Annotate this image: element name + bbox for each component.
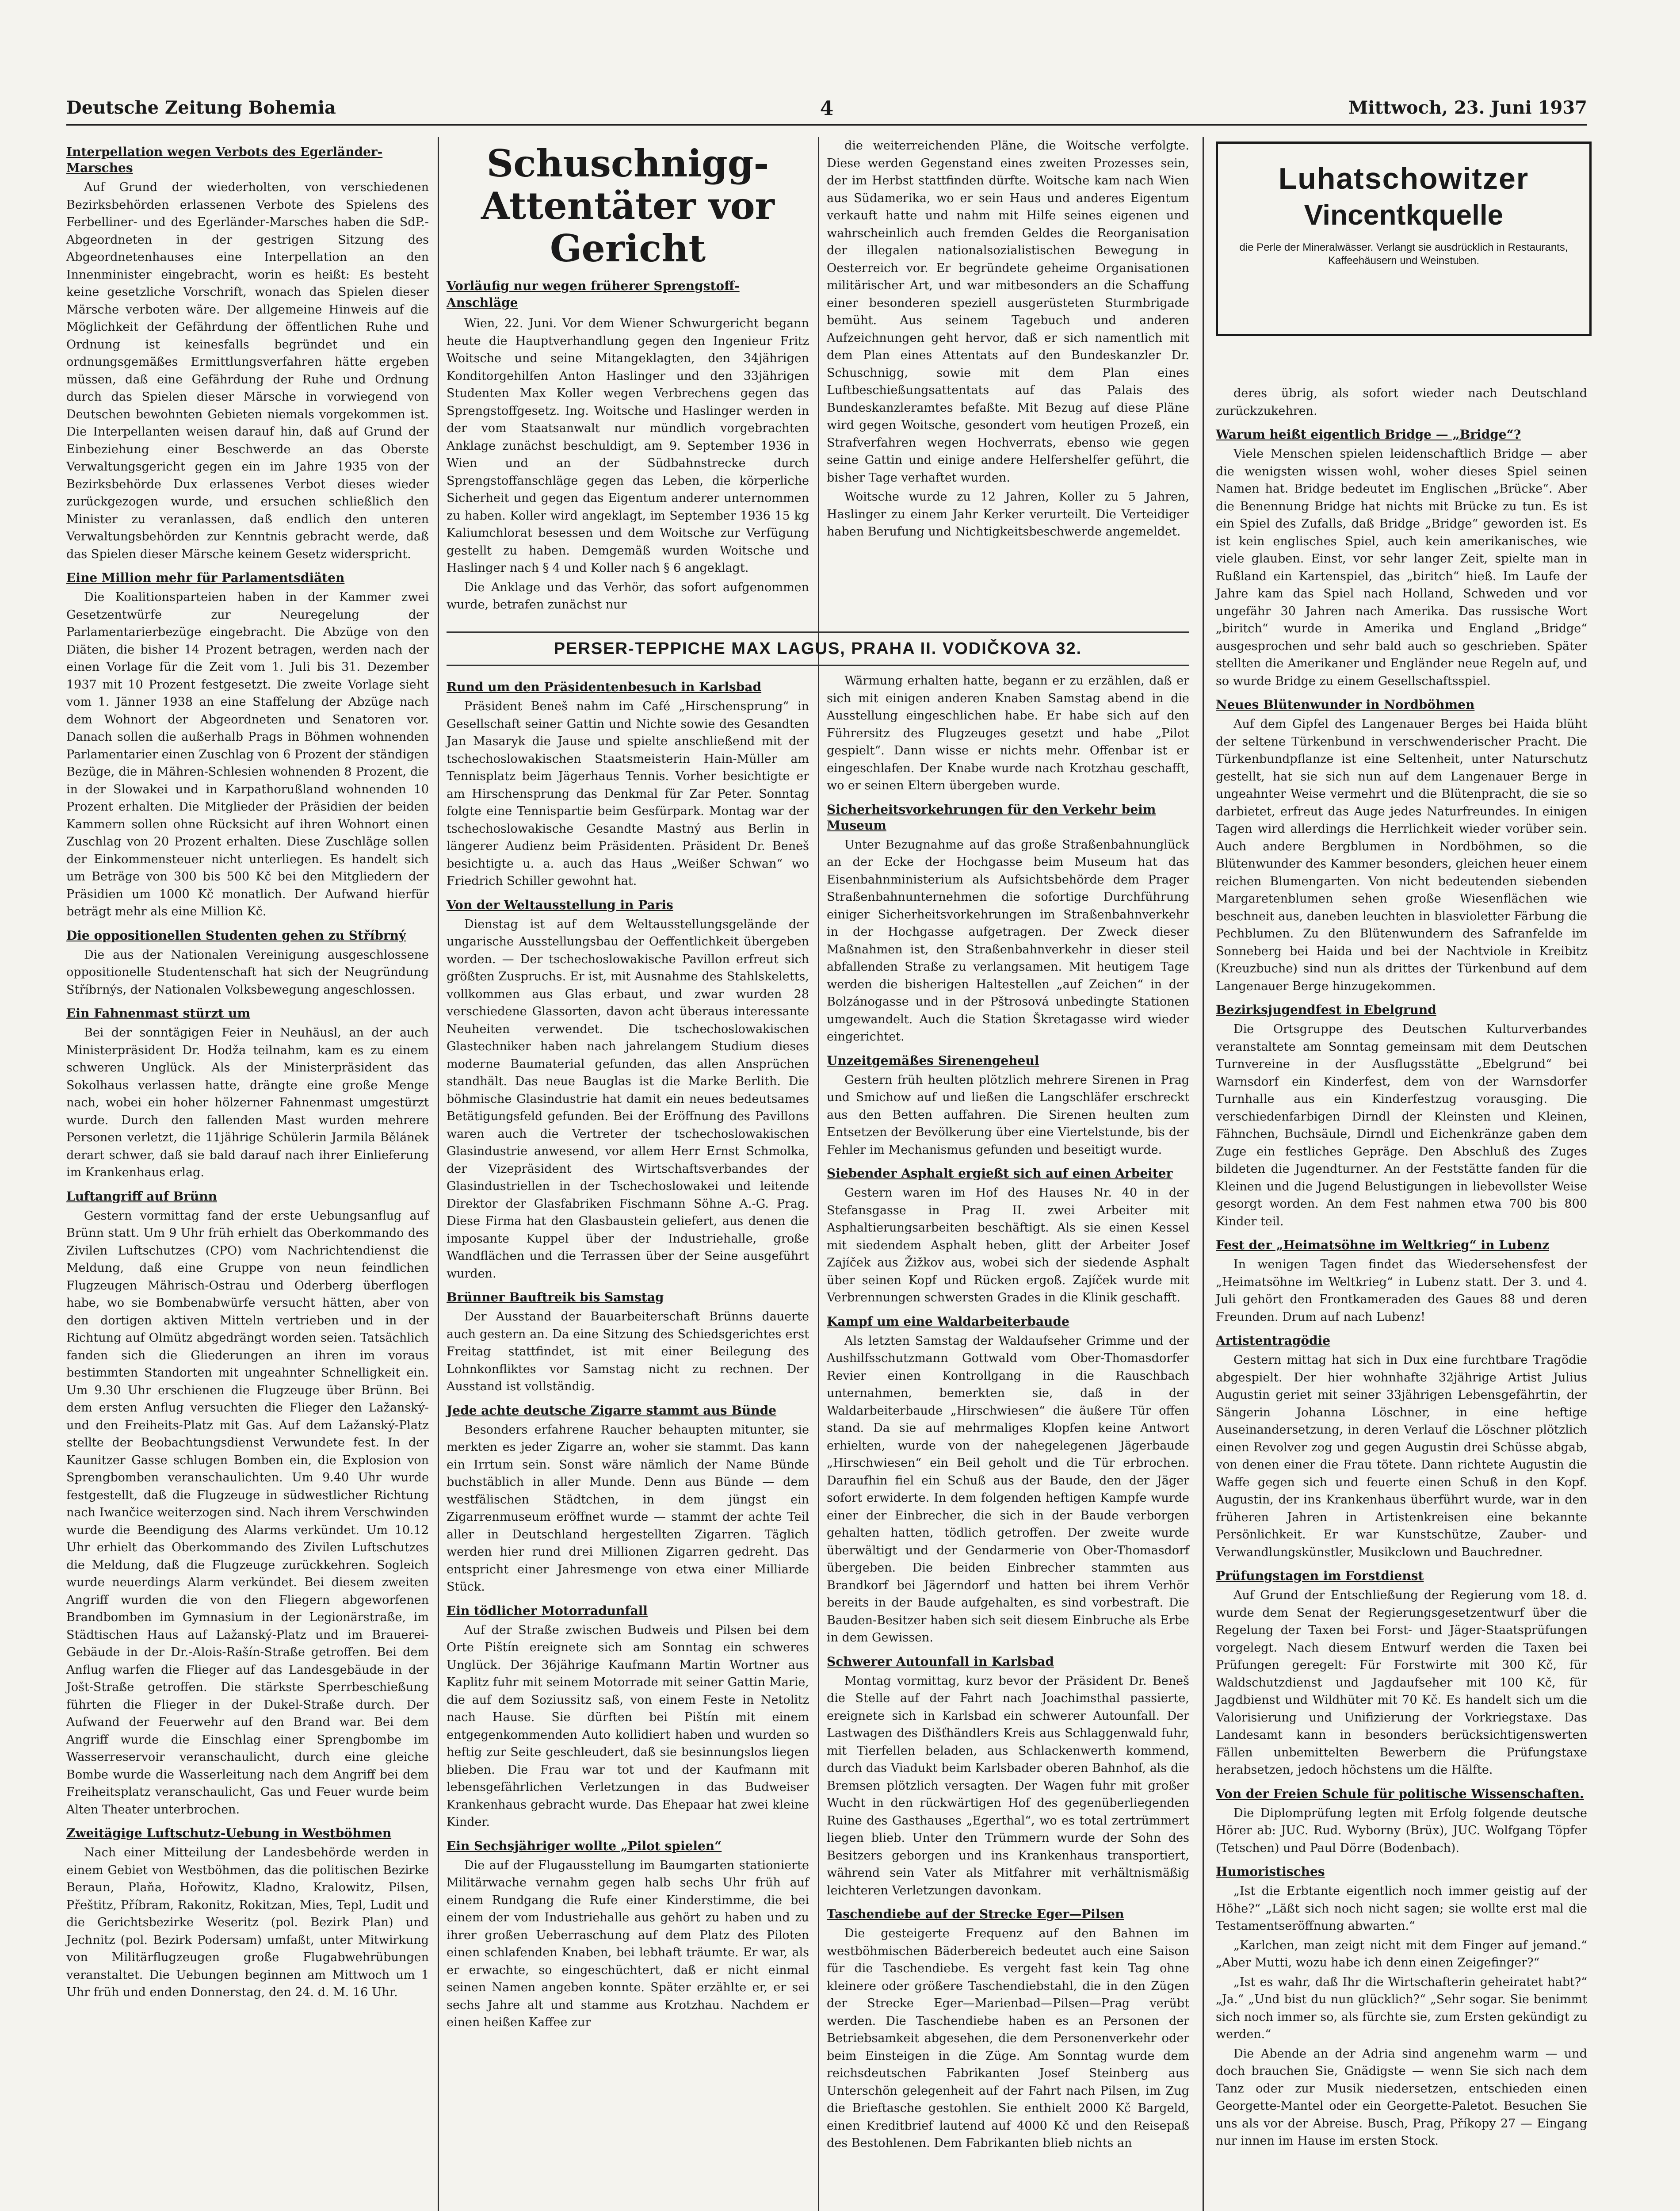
article-headline: Von der Freien Schule für politische Wissenschaften. xyxy=(1216,1786,1584,1801)
article-paragraph: „Karlchen, man zeigt nicht mit dem Finger auf jemand.“ „Aber Mutti, wozu habe ich denn einen Zeigefinger?“ xyxy=(1216,1938,1587,1970)
article-paragraph: Auf dem Gipfel des Langenauer Berges bei Haida blüht der seltene Türkenbund in verschwenderischer Pracht. Die Türkenbundpflanze ist eine Seltenheit, unter Naturschutz gestellt, hat sie sich nun auf dem Langenauer Berge in ungeahnter Weise vermehrt und die Blütenpracht, die sie so darbietet, erfreut das Auge jedes Naturfreundes. In einigen Tagen wird allerdings die Herrlichkeit wieder vorüber sein. Auch andere Bergblumen in Nordböhmen, so die Blütenwunder des Kammer besonders, gleichen heuer einem reichen Blumengarten. Von nicht bedeutenden siebenden Margaretenblumen sehen große Wiesenflächen wie beschneit aus, daneben leuchten in blasvioletter Färbung die Pechblumen. Zu den Blütenwundern des Safranfelde im Sonneberg bei Haida und bei der Nachtviole in Kreibitz (Kreuzbuche) sind nun als drittes der Türkenbund auf dem Langenauer Berge hinzugekommen. xyxy=(1216,717,1587,993)
article-paragraph: Montag vormittag, kurz bevor der Präsident Dr. Beneš die Stelle auf der Fahrt nach Joachimsthal passierte, ereignete sich in Karlsbad ein schwerer Autounfall. Der Lastwagen des Dišťhändlers Kreis aus Schlaggenwald fuhr, mit Tierfellen beladen, aus Schlackenwerth kommend, durch das Viadukt beim Karlsbader oberen Bahnhof, als die Bremsen plötzlich versagten. Der Wagen fuhr mit großer Wucht in den rückwärtigen Hof des gegenüberliegenden Ruine des Gasthauses „Egerthal“, wo es total zertrümmert liegen blieb. Unter den Trümmern wurde der Sohn des Besitzers geborgen und ins Krankenhaus transportiert, während sein Vater als Mitfahrer mit verhältnismäßig leichteren Verletzungen davonkam. xyxy=(827,1674,1189,1897)
article xyxy=(1216,1864,1587,2043)
article-paragraph: Bei der sonntägigen Feier in Neuhäusl, an der auch Ministerpräsident Dr. Hodža teilnahm, kam es zu einem schweren Unglück. Als der Ministerpräsident das Sokolhaus verlassen hatte, drängte eine große Menge nach, wobei ein hoher hölzerner Fahnenmast umgestürzt wurde. Durch den fallenden Mast wurden mehrere Personen verletzt, die 11jährige Schülerin Jarmila Bělánek derart schwer, daß sie bald darauf nach ihrer Einlieferung im Krankenhaus erlag. xyxy=(66,1026,429,1179)
newspaper-name: Deutsche Zeitung Bohemia xyxy=(66,97,336,118)
article-paragraph: In wenigen Tagen findet das Wiedersehensfest der „Heimatsöhne im Weltkrieg“ in Lubenz statt. Der 3. und 4. Juli gehört den Frontkameraden des Gaues 88 und deren Freunden. Drum auf nach Lubenz! xyxy=(1216,1258,1587,1324)
article xyxy=(1216,1333,1587,1561)
article xyxy=(1216,427,1587,690)
article xyxy=(827,1166,1189,1307)
ad-slogan: die Perle der Mineralwässer. Verlangt sie ausdrücklich in Restaurants, Kaffeehäusern und Weinstuben. xyxy=(1239,241,1568,267)
article xyxy=(1216,1002,1587,1230)
column-2-news xyxy=(447,672,809,2033)
article xyxy=(66,1006,429,1182)
article xyxy=(827,802,1189,1046)
carpet-advertisement: PERSER-TEPPICHE MAX LAGUS, PRAHA II. VODIČKOVA 32. xyxy=(447,631,1189,666)
article-paragraph: Die Ortsgruppe des Deutschen Kulturverbandes veranstaltete am Sonntag gemeinsam mit dem Deutschen Turnvereine in der Ausflugsstätte „Ebelgrund“ bei Warnsdorf ein Kinderfest, dem von der Warnsdorfer Turnhalle aus ein Kinderfestzug vorausging. Die verschiedenfarbigen Dirndl der Kleinsten und Kleinen, Fähnchen, Buchsäule, Dirndl und Eichenkränze gaben dem Zuge ein festliches Gepräge. Den Abschluß des Zuges bildeten die Jugendturner. An der Feststätte fanden für die Kleinen und die Jugend Belustigungen in liebevollster Weise gesorgt worden. An dem Fest nahmen etwa 700 bis 800 Kinder teil. xyxy=(1216,1022,1587,1228)
article-headline: Taschendiebe auf der Strecke Eger—Pilsen xyxy=(827,1907,1124,1921)
article xyxy=(827,672,1189,795)
article xyxy=(827,1314,1189,1647)
column-rule xyxy=(438,137,439,2211)
article-paragraph: Der Ausstand der Bauarbeiterschaft Brünns dauerte auch gestern an. Da eine Sitzung des Schiedsgerichtes erst Freitag stattfindet, ist mit einer Beilegung des Lohnkonfliktes vor Samstag nicht zu rechnen. Der Ausstand ist vollständig. xyxy=(447,1310,809,1393)
article xyxy=(1216,385,1587,420)
article-paragraph: „Ist es wahr, daß Ihr die Wirtschafterin geheiratet habt?“ „Ja.“ „Und bist du nun glücklich?“ „Sehr sogar. Sie benimmt sich noch immer so, als fürchte sie, zum Ersten gekündigt zu werden.“ xyxy=(1216,1975,1587,2041)
article xyxy=(1216,2045,1587,2150)
ad-brand: Luhatschowitzer xyxy=(1278,162,1529,195)
article-headline: Luftangriff auf Brünn xyxy=(66,1189,218,1204)
article-headline: Ein tödlicher Motorradunfall xyxy=(447,1603,648,1618)
article-paragraph: Auf Grund der Entschließung der Regierung vom 18. d. wurde dem Senat der Regierungsgesetzentwurf über die Regelung der Taxen bei Forst- und Jäger-Staatsprüfungen vorgelegt. Nach diesem Entwurf werden die Taxen bei Prüfungen geregelt: Für Forstwirte mit 300 Kč, für Waldschutzdienst und Jagdaufseher mit 100 Kč, für Jagdbienst und Wildhüter mit 70 Kč. Es handelt sich um die Valorisierung und Unifizierung der Vorkriegstaxe. Das Landesamt kann in besonders berücksichtigenswerten Fällen unbemittelten Bewerbern die Prüfungstaxe herabsetzen, jedoch höchstens um die Hälfte. xyxy=(1216,1588,1587,1777)
article xyxy=(1216,1568,1587,1779)
article-headline: Rund um den Präsidentenbesuch in Karlsbad xyxy=(447,680,762,694)
article-headline: Siebender Asphalt ergießt sich auf einen Arbeiter xyxy=(827,1166,1173,1181)
column-rule xyxy=(818,137,819,2211)
article-headline: Von der Weltausstellung in Paris xyxy=(447,897,673,912)
article-paragraph: „Ist die Erbtante eigentlich noch immer geistig auf der Höhe?“ „Läßt sich noch nicht sagen; sie wollte erst mal die Testamentseröffnung abwarten.“ xyxy=(1216,1884,1587,1933)
issue-date: Mittwoch, 23. Juni 1937 xyxy=(1348,97,1587,118)
ad-product: Vincentkquelle xyxy=(1304,199,1504,231)
article-headline: Jede achte deutsche Zigarre stammt aus Bünde xyxy=(447,1403,777,1418)
article xyxy=(1216,697,1587,995)
article-paragraph: Gestern mittag hat sich in Dux eine furchtbare Tragödie abgespielt. Der hier wohnhafte 32jährige Artist Julius Augustin geriet mit seiner 33jährigen Lebensgefährtin, der Sängerin Johanna Löschner, in eine heftige Auseinandersetzung, in deren Verlauf die Löschner plötzlich einen Revolver zog und gegen Augustin drei Schüsse abgab, von denen einer die Frau tötete. Dann richtete Augustin die Waffe gegen sich und feuerte einen Schuß in den Kopf. Augustin, der ins Krankenhaus überführt wurde, war in den früheren Jahren in Artistenkreisen eine bekannte Persönlichkeit. Er war Kunstschütze, Zauber- und Verwandlungskünstler, Musikclown und Bauchredner. xyxy=(1216,1353,1587,1559)
article-paragraph: Auf Grund der wiederholten, von verschiedenen Bezirksbehörden erlassenen Verbote des Spielens des Ferbelliner- und des Egerländer-Marsches haben die SdP.-Abgeordneten in der gestrigen Sitzung des Abgeordnetenhauses eine Interpellation an den Innenminister eingebracht, worin es heißt: Es besteht keine gesetzliche Vorschrift, wonach das Spielen dieser Märsche verboten wäre. Der allgemeine Hinweis auf die Möglichkeit der Gefährdung der öffentlichen Ruhe und Ordnung ist keinesfalls begründet und ein ordnungsgemäßes Ermittlungsverfahren hätte ergeben müssen, daß eine Gefährdung der Ruhe und Ordnung durch das Spielen dieser Märsche in vorwiegend von Deutschen bewohnten Gebieten niemals vorgekommen ist. Die Interpellanten weisen darauf hin, daß auf Grund der Einbeziehung einer Beschwerde an das Oberste Verwaltungsgericht gegen ein im Jahre 1935 von der Bezirksbehörde Dux erlassenes Verbot dieses wieder zurückgezogen wurde, und ersuchen schließlich den Minister zu veranlassen, daß endlich den unteren Verwaltungsbehörden zur Kenntnis gebracht werde, daß das Spielen dieser Märsche keinem Gesetz widerspricht. xyxy=(66,180,429,561)
article-paragraph: Präsident Beneš nahm im Café „Hirschensprung“ in Gesellschaft seiner Gattin und Nichte sowie des Gesandten Jan Masaryk die Jause und spielte anschließend mit der tschechoslowakischen Staatsmeisterin Hain-Müller am Tennisplatz beim Jägerhaus Tennis. Vorher besichtigte er am Hirschensprung das Denkmal für Zar Peter. Sonntag folgte eine Tennispartie beim Gesfürpark. Montag war der tschechoslowakische Gesandte Mastný aus Berlin in längerer Audienz beim Präsidenten. Präsident Dr. Beneš besichtigte u. a. auch das Haus „Weißer Schwan“ wo Friedrich Schiller gewohnt hat. xyxy=(447,700,809,888)
article xyxy=(66,1189,429,1819)
article-paragraph: Die gesteigerte Frequenz auf den Bahnen im westböhmischen Bäderbereich bedeutet auch eine Saison für die Taschendiebe. Es vergeht fast kein Tag ohne kleinere oder größere Taschendiebstahl, die in den Zügen der Strecke Eger—Marienbad—Pilsen—Prag verübt werden. Die Taschendiebe haben es an Personen der Betriebsamkeit abgesehen, die dem Personenverkehr oder beim Einsteigen in die Züge. Am Sonntag wurde dem reichsdeutschen Fabrikanten Josef Steinberg aus Unterschön gelegenheit auf der Fahrt nach Pilsen, im Zug die Brieftasche gestohlen. Sie enthielt 2000 Kč Bargeld, einen Kreditbrief lautend auf 4000 Kč und den Reisepaß des Bestohlenen. Dem Fabrikanten blieb nichts an xyxy=(827,1927,1189,2150)
article-paragraph: Die Abende an der Adria sind angenehm warm — und doch brauchen Sie, Gnädigste — wenn Sie sich nach dem Tanz oder zur Musik niedersetzen, entschieden einen Georgette-Mantel oder ein Georgette-Paletot. Besuchen Sie uns als vor der Abreise. Busch, Prag, Příkopy 27 — Eingang nur innen im Hause im ersten Stock. xyxy=(1216,2047,1587,2148)
article-headline: Neues Blütenwunder in Nordböhmen xyxy=(1216,697,1475,712)
article-paragraph: Die aus der Nationalen Vereinigung ausgeschlossene oppositionelle Studentenschaft hat sich der Neugründung Stříbrnýs, der Nationalen Volksbewegung angeschlossen. xyxy=(66,948,429,997)
newspaper-page xyxy=(66,88,1587,2211)
article-paragraph: Unter Bezugnahme auf das große Straßenbahnunglück an der Ecke der Hochgasse beim Museum hat das Eisenbahnministerium als Aufsichtsbehörde dem Prager Straßenbahnunternehmen die sofortige Durchführung einiger Sicherheitsvorkehrungen im Straßenbahnverkehr in der Hochgasse aufgetragen. Der Zweck dieser Maßnahmen ist, den Straßenbahnverkehr in dieser steil abfallenden Straße zu verlangsamen. Mit heutigem Tage werden die bisherigen Haltestellen „auf Zeichen“ in der Bolzánogasse und in der Pštrosová unbedingte Stationen umgewandelt. Auch die Station Škretagasse wird wieder eingerichtet. xyxy=(827,838,1189,1044)
article-paragraph: Dienstag ist auf dem Weltausstellungsgelände der ungarische Ausstellungsbau der Oeffentlichkeit übergeben worden. — Der tschechoslowakische Pavillon erfreut sich größten Zuspruchs. Er ist, mit Ausnahme des Stahlskeletts, vollkommen aus Glas erbaut, und zwar wurden 28 verschiedene Glassorten, davon acht überaus interessante Neuheiten verwendet. Die tschechoslowakischen Glastechniker haben nach jahrelangem Studium dieses moderne Baumaterial gefunden, das allen Ansprüchen standhält. Das neue Bauglas ist die Marke Berlith. Die böhmische Glasindustrie hat damit ein neues bedeutsames Betätigungsfeld gefunden. Bei der Eröffnung des Pavillons waren auch die Vertreter der tschechoslowakischen Glasindustrie anwesend, vor allem Herr Ernst Schmolka, der Vizepräsident des Wirtschaftsverbandes der Glasindustriellen in der Tschechoslowakei und leitende Direktor der Glasfabriken Fischmann Söhne A.-G. Prag. Diese Firma hat den Glasbaustein geliefert, aus denen die imposante Kuppel über der Industriehalle, große Wandflächen und die Terrassen über der Seine ausgeführt wurden. xyxy=(447,917,809,1281)
lead-headline: Schuschnigg-Attentäter vor Gericht xyxy=(481,142,775,270)
column-rule xyxy=(1203,137,1204,2211)
article-headline: Artistentragödie xyxy=(1216,1333,1331,1348)
article-headline: Ein Sechsjähriger wollte „Pilot spielen“ xyxy=(447,1838,722,1853)
article-headline: Brünner Bauftreik bis Samstag xyxy=(447,1290,664,1304)
article xyxy=(66,1825,429,2001)
lead-article xyxy=(447,137,809,624)
article-headline: Warum heißt eigentlich Bridge — „Bridge“? xyxy=(1216,427,1521,442)
article-paragraph: Gestern früh heulten plötzlich mehrere Sirenen in Prag und Smichow auf und ließen die Langschläfer erschreckt aus den Betten auffahren. Die Sirenen heulten zum Entsetzen der Bevölkerung über eine Viertelstunde, bis der Fehler im Mechanismus gefunden und beseitigt wurde. xyxy=(827,1073,1189,1157)
article-paragraph: Besonders erfahrene Raucher behaupten mitunter, sie merkten es jeder Zigarre an, woher sie stammt. Das kann ein Irrtum sein. Sonst wäre nämlich der Name Bünde buchstäblich in aller Munde. Denn aus Bünde — dem westfälischen Städtchen, in dem jüngst ein Zigarrenmuseum eröffnet wurde — stammt der achte Teil aller in Deutschland hergestellten Zigarren. Täglich werden hier rund drei Millionen Zigarren gedreht. Das entspricht einer Jahresmenge von etwa einer Milliarde Stück. xyxy=(447,1423,809,1594)
article-headline: Schwerer Autounfall in Karlsbad xyxy=(827,1654,1054,1669)
article xyxy=(447,897,809,1283)
article xyxy=(447,1403,809,1596)
article-paragraph: Die auf der Flugausstellung im Baumgarten stationierte Militärwache vernahm gegen halb sechs Uhr früh auf einem Rundgang die Rufe einer Kinderstimme, die bei einem der vom Industriehalle aus gehört zu haben und zu ihrer großen Ueberraschung auf dem Platz des Piloten einen schlafenden Knaben, bei lebhaft träumte. Er war, als er erwachte, so eingeschüchtert, daß er nicht einmal seinen Namen angeben konnte. Später erzählte er, er sei sechs Jahre alt und stamme aus Krotzhau. Nachdem er einen heißen Kaffee zur xyxy=(447,1858,809,2029)
article-paragraph: Als letzten Samstag der Waldaufseher Grimme und der Aushilfsschutzmann Gottwald vom Ober-Thomasdorfer Revier einen Kontrollgang in die Rauschbach unternahmen, bemerkten sie, daß in der Waldarbeiterbaude „Hirschwiesen“ die äußere Tür offen stand. Da sie auf mehrmaliges Klopfen keine Antwort erhielten, wurde von der nahegelegenen Jägerbaude „Hirschwiesen“ ein Beil geholt und die Tür erbrochen. Daraufhin fiel ein Schuß aus der Baude, den der Jäger sofort erwiderte. In dem folgenden heftigen Kampfe wurde einer der Einbrecher, die sich in der Baude verborgen gehalten hatten, tödlich getroffen. Der zweite wurde überwältigt und der Gendarmerie von Ober-Thomasdorf übergeben. Die beiden Einbrecher stammten aus Brandkorf bei Jägerndorf und hatten bei ihrem Verhör bereits in der Baude aufgehalten, es sind vorbestraft. Die Bauden-Besitzer haben sich seit diesem Einbruche als Erbe in dem Gewissen. xyxy=(827,1334,1189,1645)
article-paragraph: Viele Menschen spielen leidenschaftlich Bridge — aber die wenigsten wissen wohl, woher dieses Spiel seinen Namen hat. Bridge bedeutet im Englischen „Brücke“. Aber die Benennung Bridge hat nichts mit Brücke zu tun. Es ist ein Spiel des Zufalls, daß Bridge „Bridge“ geworden ist. Es ist kein englisches Spiel, auch kein amerikanisches, wie viele glauben. Einst, vor sehr langer Zeit, spielte man in Rußland ein Kartenspiel, das „biritch“ hieß. Im Laufe der Jahre kam das Spiel nach Holland, Schweden und vor ungefähr 30 Jahren nach Amerika. Das russische Wort „biritch“ wurde in Amerika und England „Bridge“ ausgesprochen und sehr bald auch so geschrieben. Später stellten die Amerikaner und Engländer neue Regeln auf, und so wurde Bridge zu einem Gesellschaftsspiel. xyxy=(1216,447,1587,688)
article-paragraph: Auf der Straße zwischen Budweis und Pilsen bei dem Orte Pištín ereignete sich am Sonntag ein schweres Unglück. Der 36jährige Kaufmann Martin Wortner aus Kaplitz fuhr mit seinem Motorrade mit seiner Gattin Marie, die auf dem Soziussitz saß, von einem Feste in Netolitz nach Hause. Sie dürften bei Pištín mit einem entgegenkommenden Auto kollidiert haben und wurden so heftig zur Seite geschleudert, daß sie besinnungslos liegen blieben. Die Frau war tot und der Kaufmann mit lebensgefährlichen Verletzungen in das Budweiser Krankenhaus gebracht wurde. Das Ehepaar hat zwei kleine Kinder. xyxy=(447,1623,809,1829)
article-headline: Die oppositionellen Studenten gehen zu Stříbrný xyxy=(66,928,406,943)
article-headline: Unzeitgemäßes Sirenengeheul xyxy=(827,1053,1039,1068)
lead-subtitle: Vorläufig nur wegen früherer Sprengstoff-Anschläge xyxy=(447,279,740,310)
masthead xyxy=(66,97,1587,126)
article-headline: Prüfungstagen im Forstdienst xyxy=(1216,1568,1424,1583)
article-paragraph: Die Diplomprüfung legten mit Erfolg folgende deutsche Hörer ab: JUC. Rud. Wyborny (Brüx), JUC. Wolfgang Töpfer (Tetschen) und Paul Dörre (Bodenbach). xyxy=(1216,1806,1587,1855)
article xyxy=(827,1053,1189,1159)
column-3-news xyxy=(827,672,1189,2154)
article xyxy=(66,928,429,999)
article-paragraph: Woitsche wurde zu 12 Jahren, Koller zu 5 Jahren, Haslinger zu einem Jahr Kerker verurteilt. Die Verteidiger haben Berufung und Nichtigkeitsbeschwerde angemeldet. xyxy=(827,490,1189,539)
article xyxy=(1216,1786,1587,1857)
article-headline: Zweitägige Luftschutz-Uebung in Westböhmen xyxy=(66,1826,392,1840)
article-paragraph: Gestern waren im Hof des Hauses Nr. 40 in der Stefansgasse in Prag II. zwei Arbeiter mit Asphaltierungsarbeiten beschäftigt. Als sie einen Kessel mit siedendem Asphalt heben, glitt der Arbeiter Josef Zajíček aus Žižkov aus, wobei sich der siedende Asphalt über seinen Kopf und Rücken ergoß. Zajíček wurde mit Verbrennungen schwersten Grades in die Klinik geschafft. xyxy=(827,1186,1189,1304)
article xyxy=(66,570,429,921)
article-paragraph: Die Anklage und das Verhör, das sofort aufgenommen wurde, betrafen zunächst nur xyxy=(447,580,809,612)
article-paragraph: Wien, 22. Juni. Vor dem Wiener Schwurgericht begann heute die Hauptverhandlung gegen den Ingenieur Fritz Woitsche und seine Mitangeklagten, den 34jährigen Konditorgehilfen Anton Haslinger und den 33jährigen Studenten Max Koller wegen Verbrechens gegen das Sprengstoffgesetz. Ing. Woitsche und Haslinger werden in der vom Staatsanwalt nur mündlich vorgebrachten Anklage zunächst beschuldigt, am 9. September 1936 in Wien und an der Südbahnstrecke durch Sprengstoffanschläge gegen das Leben, die körperliche Sicherheit und gegen das Eigentum anderer unternommen zu haben. Koller wird angeklagt, im September 1936 15 kg Kaliumchlorat besessen und dem Woitsche zur Verfügung gestellt zu haben. Demgemäß wurden Woitsche und Haslinger nach § 4 und Koller nach § 6 angeklagt. xyxy=(447,317,809,575)
article-headline: Interpellation wegen Verbots des Egerländer-Marsches xyxy=(66,145,383,175)
article xyxy=(447,1603,809,1831)
page-number: 4 xyxy=(820,97,834,120)
article-paragraph: Nach einer Mitteilung der Landesbehörde werden in einem Gebiet von Westböhmen, das die politischen Bezirke Beraun, Plaňa, Hořowitz, Kladno, Kralowitz, Pilsen, Přeštitz, Příbram, Rakonitz, Rokitzan, Mies, Tepl, Ludit und die Gerichtsbezirke Weseritz (pol. Bezirk Plan) und Jechnitz (pol. Bezirk Podersam) umfaßt, unter Mitwirkung von Militärflugzeugen große Flugabwehrübungen veranstaltet. Die Uebungen beginnen am Mittwoch um 1 Uhr früh und enden Donnerstag, den 24. d. M. 16 Uhr. xyxy=(66,1846,429,1999)
article-paragraph: deres übrig, als sofort wieder nach Deutschland zurückzukehren. xyxy=(1216,386,1587,418)
article-headline: Eine Million mehr für Parlamentsdiäten xyxy=(66,570,345,585)
article xyxy=(66,144,429,563)
article-paragraph: Wärmung erhalten hatte, begann er zu erzählen, daß er sich mit einigen anderen Knaben Samstag abend in die Ausstellung eingeschlichen habe. Er habe sich auf den Führersitz des Flugzeuges gesetzt und habe „Pilot gespielt“. Dann wisse er nichts mehr. Offenbar ist er eingeschlafen. Der Knabe wurde nach Krotzhau geschafft, wo er seinen Eltern übergeben wurde. xyxy=(827,674,1189,792)
column-4 xyxy=(1216,137,1587,2211)
article-headline: Ein Fahnenmast stürzt um xyxy=(66,1006,251,1021)
article xyxy=(1216,1237,1587,1326)
article xyxy=(447,1289,809,1396)
article xyxy=(827,1906,1189,2152)
article-headline: Humoristisches xyxy=(1216,1864,1325,1879)
column-1 xyxy=(66,137,429,2211)
article xyxy=(447,679,809,890)
article-paragraph: die weiterreichenden Pläne, die Woitsche verfolgte. Diese werden Gegenstand eines zweiten Prozesses sein, der im Herbst stattfinden dürfte. Woitsche kam nach Wien aus Südamerika, wo er sein Haus und anderes Eigentum verkauft hatte und nahm mit Hilfe seines eigenen und wahrscheinlich auch fremden Geldes die Reorganisation der illegalen nationalsozialistischen Bewegung in Oesterreich vor. Er begründete geheime Organisationen militärischer Art, und war mitbesonders an die Schaffung einer besonderen speziell ausgerüsteten Sturmbrigade bemüht. Aus seinem Tagebuch und anderen Aufzeichnungen geht hervor, daß er sich namentlich mit dem Plan eines Attentats auf den Bundeskanzler Dr. Schuschnigg, sowie mit dem Plan eines Luftbeschießungsattentats auf das Palais des Bundeskanzleramtes befaßte. Mit Bezug auf diese Pläne wird gegen Woitsche, gesondert vom heutigen Prozeß, ein Strafverfahren wegen Hochverrats, ebenso wie gegen seine Gattin und einige andere Helfershelfer geführt, die bisher Tage verhaftet wurden. xyxy=(827,139,1189,485)
article xyxy=(827,1654,1189,1900)
article-headline: Fest der „Heimatsöhne im Weltkrieg“ in Lubenz xyxy=(1216,1238,1549,1252)
lead-article-continued xyxy=(827,137,1189,624)
article-paragraph: Die Koalitionsparteien haben in der Kammer zwei Gesetzentwürfe zur Neuregelung der Parlamentarierbezüge eingebracht. Die Abzüge von den Diäten, die bisher 14 Prozent betragen, werden nach der einen Vorlage für die Zeit vom 1. Juli bis 31. Dezember 1937 mit 10 Prozent festgesetzt. Die zweite Vorlage sieht vom 1. Jänner 1938 an eine Staffelung der Abzüge nach dem Wohnort der Abgeordneten und Senatoren vor. Danach sollen die außerhalb Prags in Böhmen wohnenden Parlamentarier einen Zuschlag von 6 Prozent der ständigen Bezüge, die in Mähren-Schlesien wohnenden 8 Prozent, die in der Slowakei und in Karpathorußland wohnenden 10 Prozent erhalten. Die Mitglieder der Präsidien der beiden Kammern sollen ohne Rücksicht auf ihren Wohnort einen Zuschlag von 20 Prozent erhalten. Diese Zuschläge sollen der Einkommensteuer nicht unterliegen. Es handelt sich um Beträge von 300 bis 500 Kč bei den Mitgliedern der Präsidien um 1000 Kč monatlich. Der Aufwand hierfür beträgt mehr als eine Million Kč. xyxy=(66,590,429,918)
article-headline: Sicherheitsvorkehrungen für den Verkehr beim Museum xyxy=(827,802,1156,833)
article-headline: Bezirksjugendfest in Ebelgrund xyxy=(1216,1002,1436,1017)
article-paragraph: Gestern vormittag fand der erste Uebungsanflug auf Brünn statt. Um 9 Uhr früh erhielt das Oberkommando des Zivilen Luftschutzes (CPO) vom Nachrichtendienst die Meldung, daß eine Gruppe von neun feindlichen Flugzeugen Mährisch-Ostrau und Oderberg überflogen habe, wo sie Bombenabwürfe versucht hätten, aber von den dortigen aktiven Mitteln vertrieben und in der Richtung auf Olmütz abgedrängt worden seien. Tatsächlich fanden sich die Gliederungen an ihren im voraus bestimmten Standorten mit ungeahnter Schnelligkeit ein. Um 9.30 Uhr erschienen die Flugzeuge über Brünn. Bei dem ersten Anflug versuchten die Flieger den Lažanský- und den Freiheits-Platz mit Gas. Auf dem Lažanský-Platz stellte der Beobachtungsdienst Verwundete fest. In der Kaunitzer Gasse schlugen Bomben ein, die Explosion von Sprengbomben veranschaulichten. Um 9.40 Uhr wurde festgestellt, daß die Flugzeuge in südwestlicher Richtung nach Iwančice weiterzogen sind. Nach ihrem Verschwinden wurde die Beendigung des Alarms verkündet. Um 10.12 Uhr erhielt das Oberkommando des Zivilen Luftschutzes die Meldung, daß die Flugzeuge zurückkehren. Sogleich wurde neuerdings Alarm verkündet. Bei diesem zweiten Angriff wurden die von den Fliegern abgeworfenen Brandbomben im Gymnasium in der Legionärstraße, im Städtischen Haus auf Lažanský-Platz und im Brauerei-Gebäude in der Dr.-Alois-Rašín-Straße getroffen. Bei dem Anflug warfen die Flieger auf das Landesgebäude in der Jošt-Straße getroffen. Die stärkste Sperrbeschießung führten die Flieger in der Dukel-Straße durch. Der Aufwand der Feuerwehr auf den Brand war. Bei dem Angriff wurde die Einschlag einer Sprengbombe im Wasserreservoir veranschaulicht, durch eine gleiche Bombe wurde die Wasserleitung nach dem Angriff bei dem Freiheitsplatz veranschaulicht, Gas und Feuer wurde beim Alten Theater unterbrochen. xyxy=(66,1209,429,1817)
article-headline: Kampf um eine Waldarbeiterbaude xyxy=(827,1314,1069,1329)
article xyxy=(447,1838,809,2031)
